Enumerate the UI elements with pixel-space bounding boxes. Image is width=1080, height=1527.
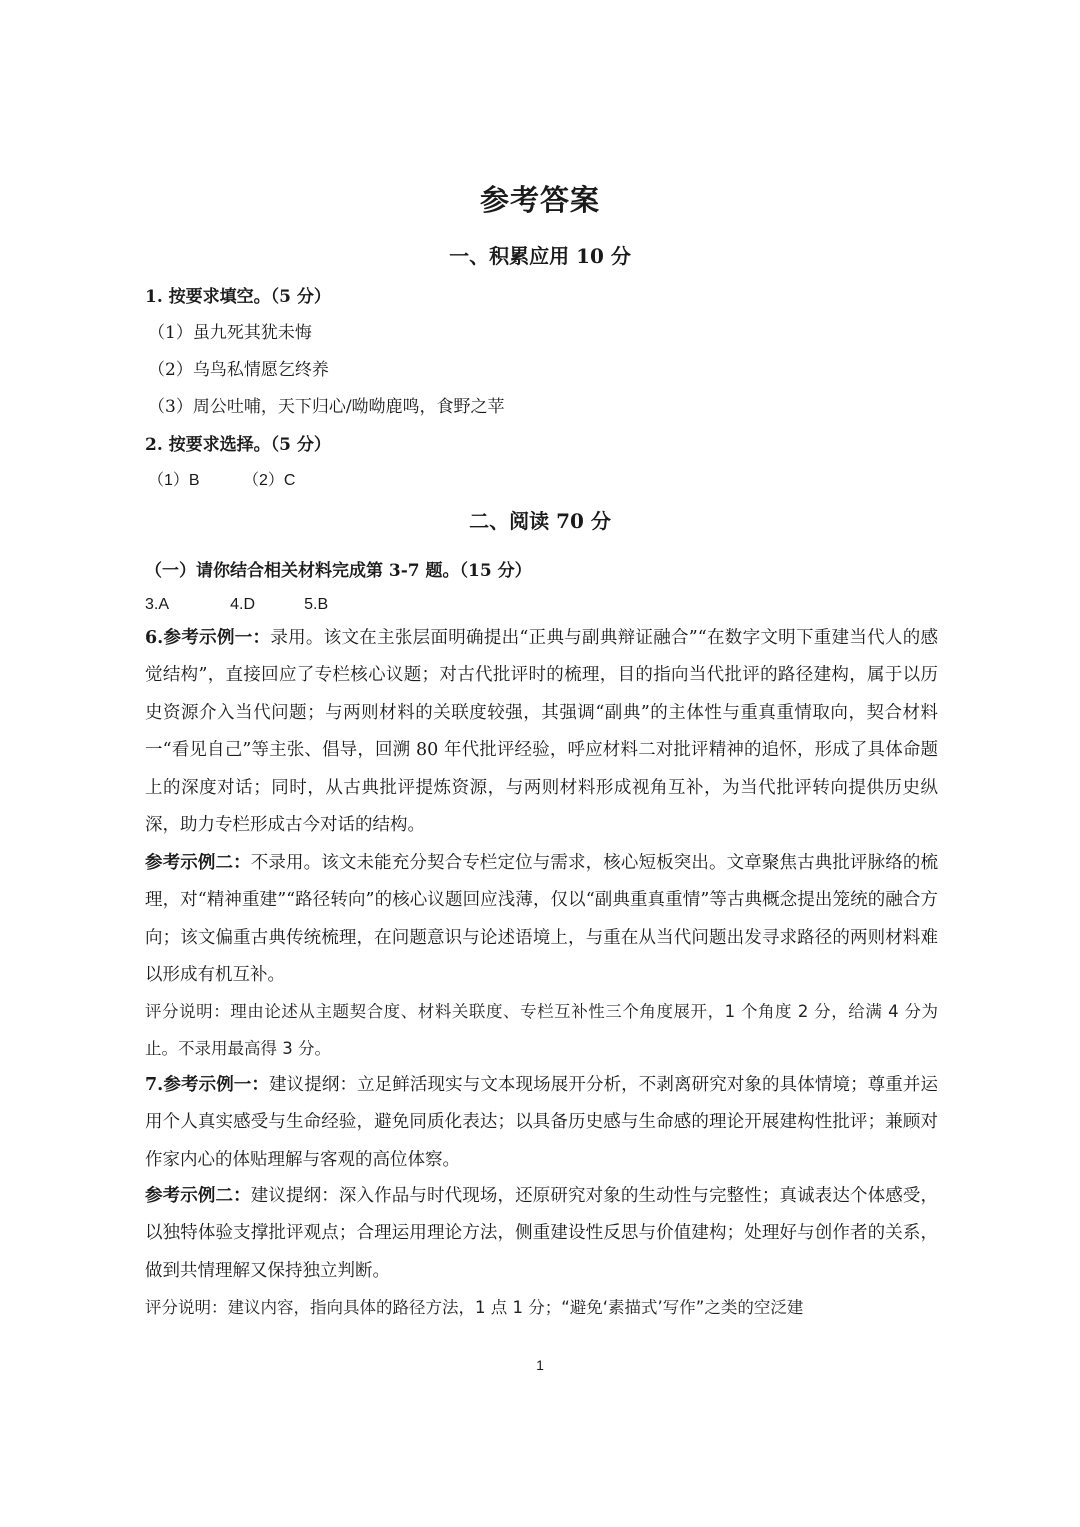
question-2-answers (148, 467, 295, 490)
q6-example-1 (145, 620, 938, 844)
part-1-heading: （一）请你结合相关材料完成第 3-7 题。（15 分） (145, 561, 532, 581)
question-1-answer-1: （1）虽九死其犹未悔 (148, 323, 312, 343)
multiple-choice-answers (145, 594, 328, 614)
answer-3: 3.A (145, 596, 170, 613)
q7-example-2-text: 建议提纲：深入作品与时代现场，还原研究对象的生动性与完整性；真诚表达个体感受，以独特体验支撑批评观点；合理运用理论方法，侧重建设性反思与价值建构；处理好与创作者的关系，做到共情理解又保持独立判断。 (145, 1186, 938, 1281)
q7-example-1-lead: 7.参考示例一： (145, 1075, 270, 1095)
q7-example-1 (145, 1067, 938, 1179)
q7-example-2 (145, 1178, 938, 1290)
question-1-heading: 1. 按要求填空。（5 分） (145, 287, 331, 307)
answer-5: 5.B (304, 596, 329, 613)
question-2-answer-1: （1）B (148, 472, 200, 489)
q7-example-2-lead: 参考示例二： (145, 1186, 251, 1206)
q7-scoring-note: 评分说明：建议内容，指向具体的路径方法，1 点 1 分；“避免‘素描式’写作”之类的空泛建 (145, 1298, 804, 1317)
section-2-title: 二、阅读 70 分 (469, 509, 611, 533)
section-1-title: 一、积累应用 10 分 (449, 244, 631, 268)
answer-4: 4.D (230, 596, 256, 613)
question-2-answer-2: （2）C (242, 472, 296, 489)
question-2-heading: 2. 按要求选择。（5 分） (145, 435, 331, 455)
q6-scoring-note: 评分说明：理由论述从主题契合度、材料关联度、专栏互补性三个角度展开，1 个角度 2 分，给满 4 分为止。不录用最高得 3 分。 (145, 1002, 938, 1059)
document-title: 参考答案 (479, 183, 600, 217)
q6-example-1-text: 录用。该文在主张层面明确提出“正典与副典辩证融合”“在数字文明下重建当代人的感觉结构”，直接回应了专栏核心议题；对古代批评时的梳理，目的指向当代批评的路径建构，属于以历史资源介入当代问题；与两则材料的关联度较强，其强调“副典”的主体性与重真重情取向，契合材料一“看见自己”等主张、倡导，回溯 80 年代批评经验，呼应材料二对批评精神的追怀，形成了具体命题上的深度对话；同时，从古典批评提炼资源，与两则材料形成视角互补，为当代批评转向提供历史纵深，助力专栏形成古今对话的结构。 (145, 628, 938, 836)
q6-example-1-lead: 6.参考示例一： (145, 628, 271, 648)
q6-example-2-lead: 参考示例二： (145, 853, 251, 873)
q6-example-2-text: 不录用。该文未能充分契合专栏定位与需求，核心短板突出。文章聚焦古典批评脉络的梳理，对“精神重建”“路径转向”的核心议题回应浅薄，仅以“副典重真重情”等古典概念提出笼统的融合方向；该文偏重古典传统梳理，在问题意识与论述语境上，与重在从当代问题出发寻求路径的两则材料难以形成有机互补。 (145, 853, 938, 986)
question-1-answer-3: （3）周公吐哺，天下归心/呦呦鹿鸣，食野之苹 (148, 397, 505, 417)
q6-example-2 (145, 845, 938, 995)
question-1-answer-2: （2）乌鸟私情愿乞终养 (148, 360, 329, 380)
page-number: 1 (536, 1357, 544, 1373)
q7-example-1-text: 建议提纲：立足鲜活现实与文本现场展开分析，不剥离研究对象的具体情境；尊重并运用个人真实感受与生命经验，避免同质化表达；以具备历史感与生命感的理论开展建构性批评；兼顾对作家内心的体贴理解与客观的高位体察。 (145, 1075, 938, 1170)
